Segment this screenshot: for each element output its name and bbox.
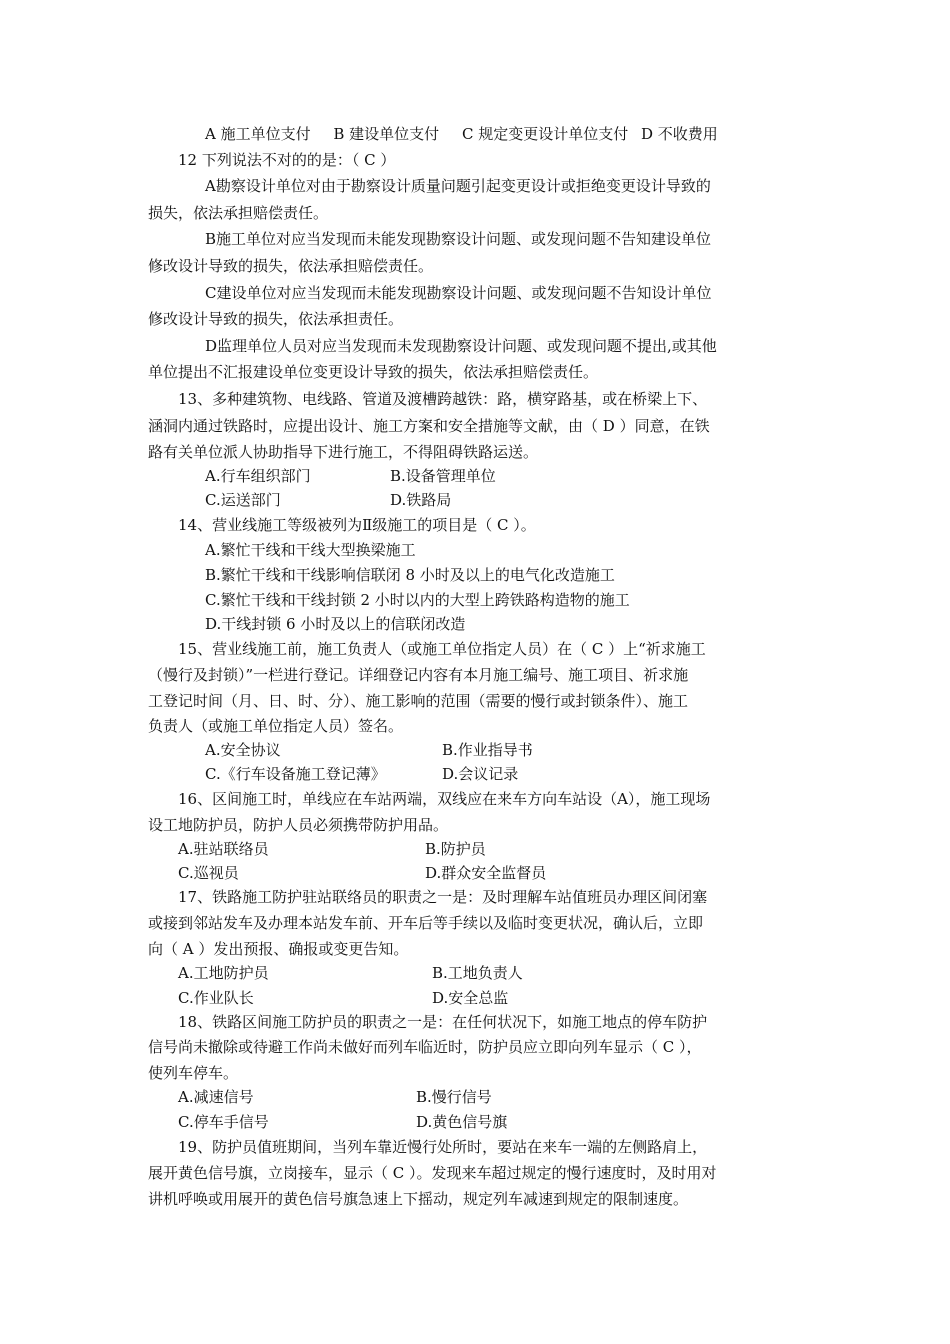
q12-option-b-line1: B施工单位对应当发现而未能发现勘察设计问题、或发现问题不告知建设单位 [205, 230, 712, 248]
q18-stem-line3: 使列车停车。 [148, 1064, 239, 1082]
q15-option-b: B.作业指导书 [442, 741, 533, 759]
q15-option-c: C.《行车设备施工登记薄》 [205, 765, 386, 783]
q12-option-c-line2: 修改设计导致的损失，依法承担责任。 [148, 310, 404, 328]
q17-option-b: B.工地负责人 [432, 964, 523, 982]
q14-option-b: B.繁忙干线和干线影响信联闭 8 小时及以上的电气化改造施工 [205, 566, 615, 584]
q16-option-d: D.群众安全监督员 [425, 864, 547, 882]
q15-option-d: D.会议记录 [442, 765, 519, 783]
q12-option-a-line2: 损失，依法承担赔偿责任。 [148, 204, 329, 222]
q12-option-c-line1: C建设单位对应当发现而未能发现勘察设计问题、或发现问题不告知设计单位 [205, 284, 712, 302]
q14-option-a: A.繁忙干线和干线大型换梁施工 [205, 541, 416, 559]
q17-option-c: C.作业队长 [178, 989, 254, 1007]
q18-stem-line1: 18、铁路区间施工防护员的职责之一是：在任何状况下，如施工地点的停车防护 [178, 1013, 708, 1031]
q17-option-d: D.安全总监 [432, 989, 509, 1007]
q15-stem-line2: （慢行及封锁）”一栏进行登记。详细登记内容有本月施工编号、施工项目、祈求施 [148, 666, 689, 684]
q13-option-c: C.运送部门 [205, 491, 281, 509]
q17-stem-line2: 或接到邻站发车及办理本站发车前、开车后等手续以及临时变更状况，确认后，立即 [148, 914, 704, 932]
q12-option-a-line1: A勘察设计单位对由于勘察设计质量问题引起变更设计或拒绝变更设计导致的 [205, 177, 711, 195]
q13-stem-line1: 13、多种建筑物、电线路、管道及渡槽跨越铁：路，横穿路基，或在桥梁上下、 [178, 390, 708, 408]
q12-option-d-line1: D监理单位人员对应当发现而未发现勘察设计问题、或发现问题不提出,或其他 [205, 337, 717, 355]
q18-option-c: C.停车手信号 [178, 1113, 269, 1131]
q15-stem-line3: 工登记时间（月、日、时、分）、施工影响的范围（需要的慢行或封锁条件）、施工 [148, 692, 689, 710]
q11-option-d: D 不收费用 [641, 125, 718, 143]
q15-stem-line1: 15、营业线施工前，施工负责人（或施工单位指定人员）在（ C ）上“祈求施工 [178, 640, 706, 658]
q11-option-b: B 建设单位支付 [333, 125, 440, 143]
q11-options [205, 124, 718, 144]
q19-stem-line2: 展开黄色信号旗，立岗接车，显示（ C ）。发现来车超过规定的慢行速度时，及时用对 [148, 1164, 717, 1182]
q13-option-a: A.行车组织部门 [205, 467, 311, 485]
q16-stem-line1: 16、区间施工时，单线应在车站两端，双线应在来车方向车站设（A），施工现场 [178, 790, 711, 808]
q16-option-b: B.防护员 [425, 840, 486, 858]
q17-stem-line3: 向（ A ）发出预报、确报或变更告知。 [148, 940, 409, 958]
q11-option-a: A 施工单位支付 [205, 125, 311, 143]
q15-option-a: A.安全协议 [205, 741, 281, 759]
q16-option-c: C.巡视员 [178, 864, 239, 882]
q12-option-d-line2: 单位提出不汇报建设单位变更设计导致的损失，依法承担赔偿责任。 [148, 363, 599, 381]
q19-stem-line1: 19、防护员值班期间，当列车靠近慢行处所时，要站在来车一端的左侧路肩上， [178, 1138, 708, 1156]
q18-option-b: B.慢行信号 [416, 1088, 492, 1106]
q16-option-a: A.驻站联络员 [178, 840, 269, 858]
q16-stem-line2: 设工地防护员，防护人员必须携带防护用品。 [148, 816, 449, 834]
q18-option-d: D.黄色信号旗 [416, 1113, 508, 1131]
q11-option-c: C 规定变更设计单位支付 [461, 125, 629, 143]
q17-stem-line1: 17、铁路施工防护驻站联络员的职责之一是：及时理解车站值班员办理区间闭塞 [178, 888, 708, 906]
q18-stem-line2: 信号尚未撤除或待避工作尚未做好而列车临近时，防护员应立即向列车显示（ C ）， [148, 1038, 702, 1056]
q13-option-b: B.设备管理单位 [390, 467, 496, 485]
q18-option-a: A.减速信号 [178, 1088, 254, 1106]
q12-option-b-line2: 修改设计导致的损失，依法承担赔偿责任。 [148, 257, 434, 275]
q13-option-d: D.铁路局 [390, 491, 452, 509]
q13-stem-line2: 涵洞内通过铁路时，应提出设计、施工方案和安全措施等文献，由（ D ）同意，在铁 [148, 417, 710, 435]
q19-stem-line3: 讲机呼唤或用展开的黄色信号旗急速上下摇动，规定列车减速到规定的限制速度。 [148, 1190, 689, 1208]
q13-stem-line3: 路有关单位派人协助指导下进行施工，不得阻碍铁路运送。 [148, 443, 539, 461]
q14-option-c: C.繁忙干线和干线封锁 2 小时以内的大型上跨铁路构造物的施工 [205, 591, 630, 609]
q15-stem-line4: 负责人（或施工单位指定人员）签名。 [148, 717, 404, 735]
q17-option-a: A.工地防护员 [178, 964, 269, 982]
q14-option-d: D.干线封锁 6 小时及以上的信联闭改造 [205, 615, 466, 633]
q12-stem: 12 下列说法不对的的是：（ C ） [178, 151, 396, 169]
q14-stem: 14、营业线施工等级被列为Ⅱ级施工的项目是（ C ）。 [178, 516, 536, 534]
